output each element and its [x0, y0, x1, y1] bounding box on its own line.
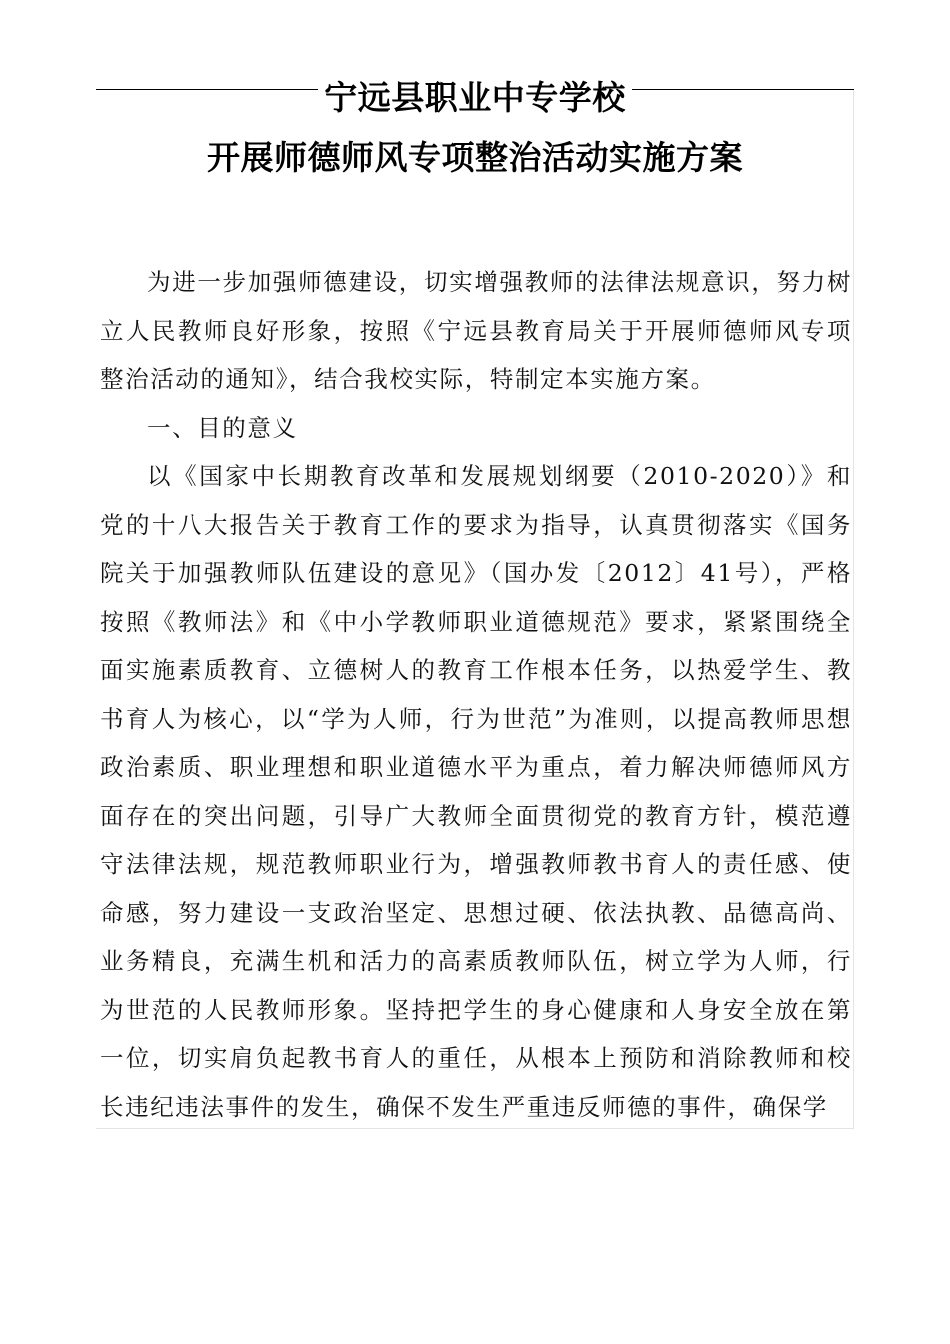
document-title-line-1	[96, 78, 854, 118]
title-plan-name: 开展师德师风专项整治活动实施方案	[201, 138, 749, 177]
title-school-name: 宁远县职业中专学校	[318, 78, 632, 117]
document-body	[100, 258, 852, 1131]
section-heading-purpose: 一、目的意义	[147, 413, 298, 442]
intro-paragraph: 为进一步加强师德建设，切实增强教师的法律法规意识，努力树立人民教师良好形象，按照《宁远县教育局关于开展师德师风专项整治活动的通知》，结合我校实际，特制定本实施方案。	[100, 268, 852, 393]
document-title-line-2	[96, 138, 854, 178]
page-frame-right-edge	[853, 90, 854, 1128]
section-paragraph-purpose: 以《国家中长期教育改革和发展规划纲要（2010-2020）》和党的十八大报告关于教育工作的要求为指导，认真贯彻落实《国务院关于加强教师队伍建设的意见》（国办发〔2012〕41号），严格按照《教师法》和《中小学教师职业道德规范》要求，紧紧围绕全面实施素质教育、立德树人的教育工作根本任务，以热爱学生、教书育人为核心，以“学为人师，行为世范”为准则，以提高教师思想政治素质、职业理想和职业道德水平为重点，着力解决师德师风方面存在的突出问题，引导广大教师全面贯彻党的教育方针，模范遵守法律法规，规范教师职业行为，增强教师教书育人的责任感、使命感，努力建设一支政治坚定、思想过硬、依法执教、品德高尚、业务精良，充满生机和活力的高素质教师队伍，树立学为人师，行为世范的人民教师形象。坚持把学生的身心健康和人身安全放在第一位，切实肩负起教书育人的重任，从根本上预防和消除教师和校长违纪违法事件的发生，确保不发生严重违反师德的事件，确保学	[100, 462, 852, 1121]
